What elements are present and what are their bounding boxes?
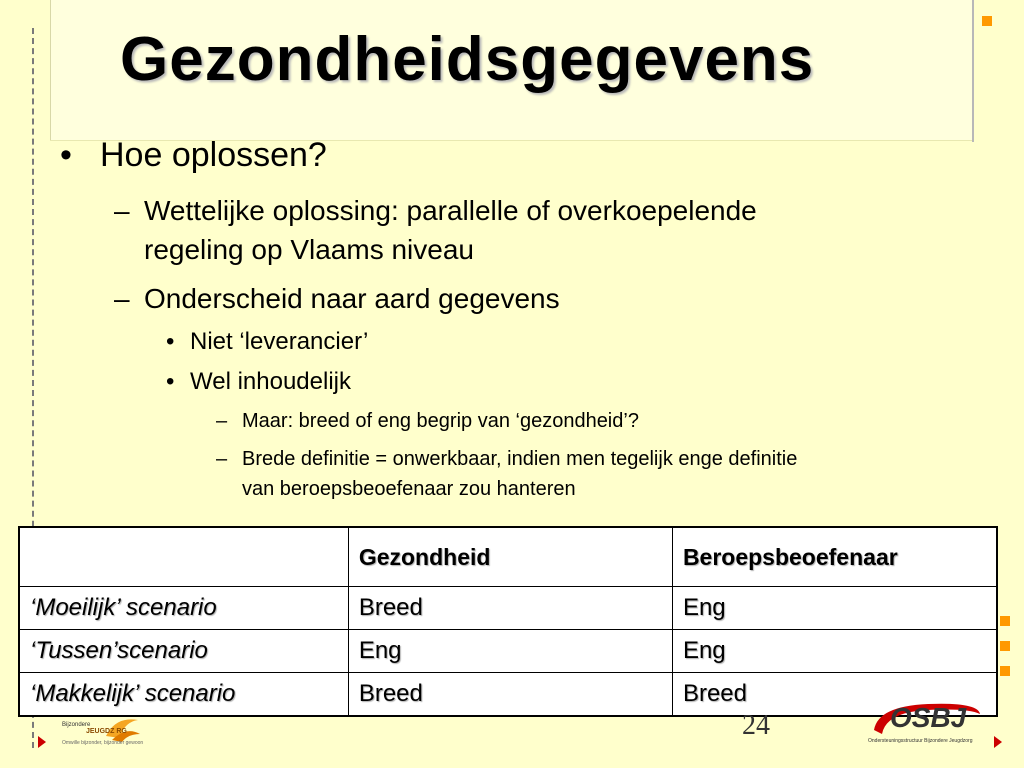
table-row: [19, 673, 997, 717]
table-header-gezondheid: Gezondheid: [348, 527, 672, 587]
table-row-label: ‘Tussen’scenario: [19, 630, 348, 673]
bullet-legal-solution: [114, 190, 954, 274]
table-cell: Eng: [672, 587, 997, 630]
table-row-label: ‘Moeilijk’ scenario: [19, 587, 348, 630]
title-area-edge: [50, 0, 51, 140]
table-cell: Eng: [672, 630, 997, 673]
bullet-text-line1: Brede definitie = onwerkbaar, indien men tegelijk enge definitie: [242, 448, 798, 470]
bullet-text: Hoe oplossen?: [100, 136, 327, 174]
table-row: [19, 587, 997, 630]
osbj-logo: [868, 700, 988, 748]
bullet-level1: [60, 136, 660, 180]
table-header-beroepsbeoefenaar: Beroepsbeoefenaar: [672, 527, 997, 587]
table-row: [19, 630, 997, 673]
logo-left-line1: Bijzondere: [62, 722, 91, 728]
bullet-text: Wel inhoudelijk: [190, 368, 351, 395]
accent-square-2: [1000, 641, 1010, 651]
accent-square-1: [1000, 616, 1010, 626]
bullet-text: Onderscheid naar aard gegevens: [144, 283, 560, 314]
bullet-text: Maar: breed of eng begrip van ‘gezondheid’?: [242, 410, 639, 432]
bullet-text-line1: Wettelijke oplossing: parallelle of overkoepelende: [144, 195, 757, 226]
logo-left-line3: Omwille bijzonder, bijzonder gewoon: [62, 740, 144, 746]
slide-title: Gezondheidsgegevens: [120, 25, 815, 94]
bullet-marker: •: [166, 328, 175, 355]
table-header-row: [19, 527, 997, 587]
bullet-marker: •: [166, 368, 175, 395]
bullet-text-line2: regeling op Vlaams niveau: [144, 234, 474, 265]
title-divider: [972, 0, 974, 142]
nav-arrow-icon[interactable]: [38, 736, 46, 748]
osbj-name: OSBJ: [890, 702, 967, 733]
table-cell: Breed: [672, 673, 997, 717]
nav-arrow-right-icon[interactable]: [994, 736, 1002, 748]
dash-marker: –: [114, 283, 130, 314]
table-cell: Eng: [348, 630, 672, 673]
bullet-text: Niet ‘leverancier’: [190, 328, 369, 355]
logo-swirl-icon: [102, 712, 142, 742]
scenario-table: [18, 526, 998, 717]
osbj-subtitle: Ondersteuningsstructuur Bijzondere Jeugdzorg: [868, 738, 973, 744]
bullet-not-supplier: [166, 328, 766, 360]
accent-square-top: [982, 16, 992, 26]
dash-marker: –: [216, 448, 228, 470]
accent-square-3: [1000, 666, 1010, 676]
bullet-broad-or-narrow: [216, 406, 976, 438]
bullet-broad-definition: [216, 444, 996, 508]
table-cell: Breed: [348, 673, 672, 717]
table-header-empty: [19, 527, 348, 587]
dash-marker: –: [216, 410, 228, 432]
table-row-label: ‘Makkelijk’ scenario: [19, 673, 348, 717]
bullet-content-based: [166, 368, 766, 400]
bullet-marker: •: [60, 136, 72, 174]
page-number: 24: [742, 710, 770, 741]
bullet-distinction: [114, 278, 954, 320]
dash-marker: –: [114, 195, 130, 226]
bullet-text-line2: van beroepsbeoefenaar zou hanteren: [242, 478, 576, 500]
table-cell: Breed: [348, 587, 672, 630]
logo-left-line2: JEUGDZ RG: [86, 728, 127, 735]
jeugdzorg-logo: [62, 712, 158, 752]
